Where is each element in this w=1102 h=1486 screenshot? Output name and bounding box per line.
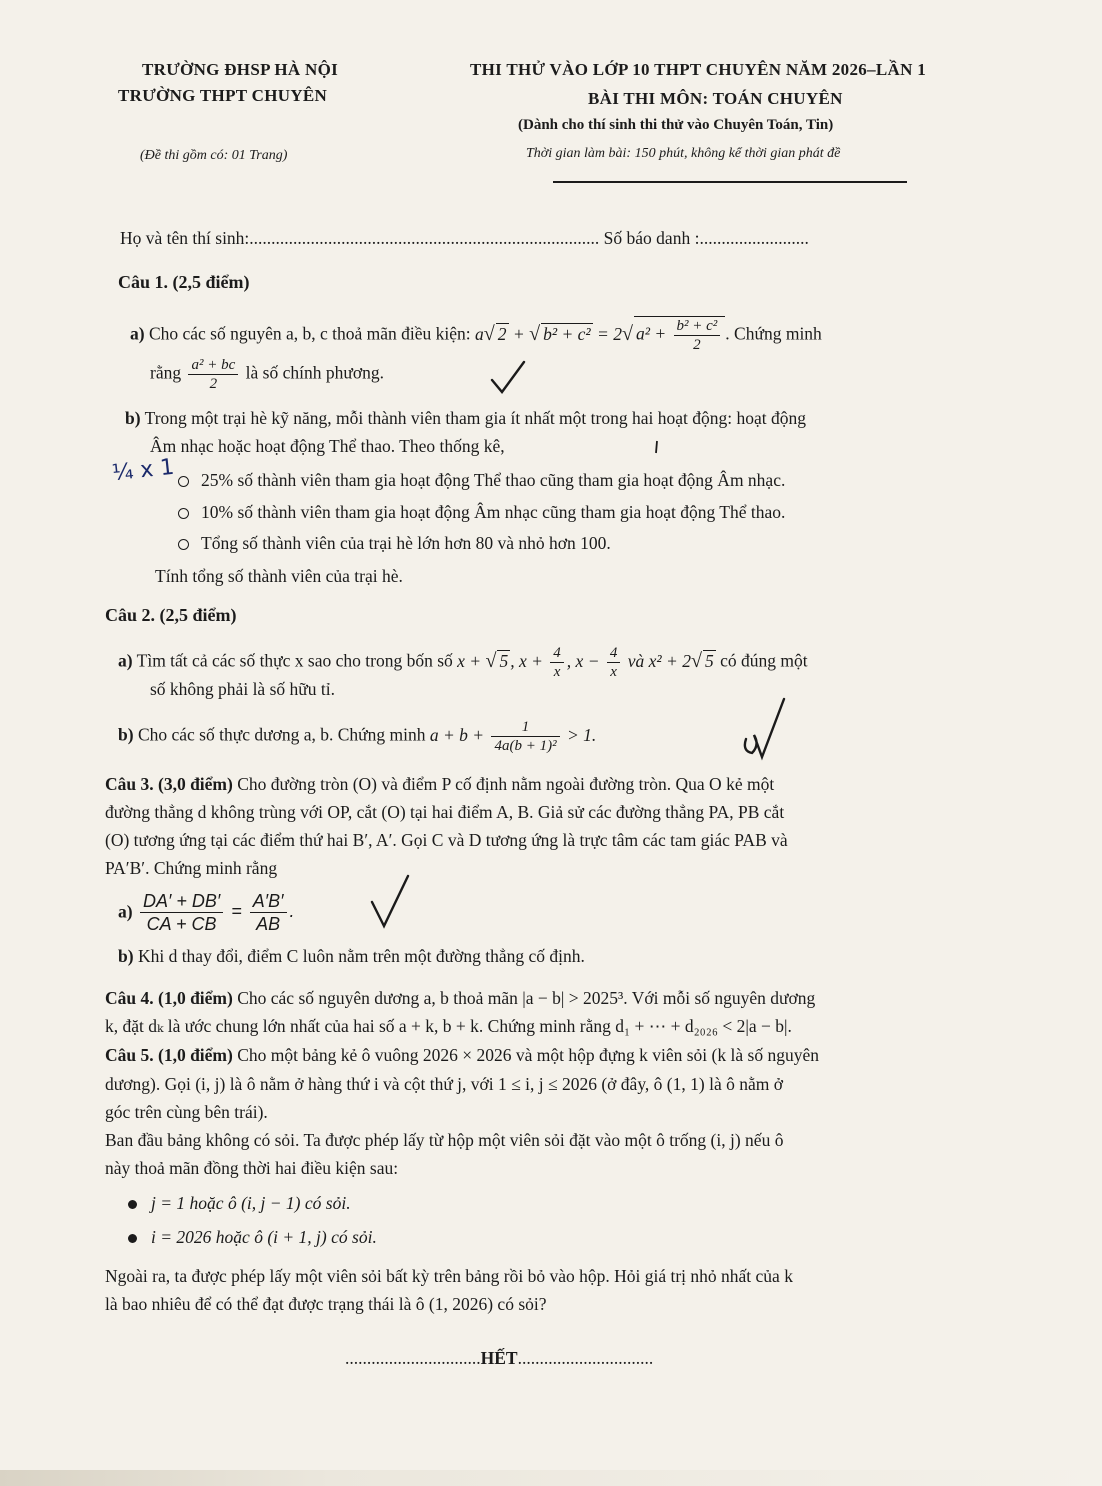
q1a-fraction: $\frac{\text{a² + bc}}{2}$ (188, 356, 238, 393)
q2b-formula: a + b + $\frac{1}{\text{4a(b + 1)²}}$ > 1. (429, 719, 597, 754)
q1b-bullet-2: 10% số thành viên tham gia hoạt động Âm nhạc cũng tham gia hoạt động Thể thao. (178, 502, 785, 523)
q1b-text-1: Trong một trại hè kỹ năng, mỗi thành viên tham gia ít nhất một trong hai hoạt động: hoạt động (144, 408, 806, 428)
pages-note: (Đề thi gồm có: 01 Trang) (140, 148, 288, 163)
handwritten-check-icon (368, 872, 412, 932)
end-label: HẾT (480, 1348, 518, 1368)
bullet-icon (128, 1234, 137, 1243)
q2b-line (118, 718, 596, 755)
q5-line3: góc trên cùng bên trái). (105, 1102, 268, 1122)
end-mark (345, 1348, 653, 1369)
q4-title: Câu 4. (1,0 điểm) (105, 988, 233, 1008)
candidate-name-dots: ................................................................................ (249, 228, 600, 248)
handwritten-note: ¼ x 1 (110, 454, 176, 487)
q2-title: Câu 2. (2,5 điểm) (105, 605, 237, 625)
candidate-line (120, 228, 809, 249)
q3b-label: b) (118, 946, 134, 966)
q1a-tail: . Chứng minh (725, 323, 822, 344)
q2a-formula: x + √ 5 , x + $\frac{4}{x}$ , x − $\frac{4}{x}$ và x² + 2√ 5 (457, 645, 714, 680)
q3-line2: đường thẳng d không trùng với OP, cắt (O) tại hai điểm A, B. Giả sử các đường thẳng PA, PB cắt (105, 802, 785, 822)
candidate-name-label: Họ và tên thí sinh: (120, 228, 250, 248)
q1b-line1 (125, 408, 806, 429)
exam-subject: BÀI THI MÔN: TOÁN CHUYÊN (588, 89, 843, 108)
q2a-line1 (118, 644, 808, 681)
q1b-bullet-3: Tổng số thành viên của trại hè lớn hơn 80 và nhỏ hơn 100. (178, 533, 611, 554)
q3-title: Câu 3. (3,0 điểm) (105, 774, 233, 794)
bullet-icon (178, 539, 189, 550)
bullet-icon (178, 508, 189, 519)
q1a-line2 (150, 356, 384, 393)
end-dots-left: ............................... (345, 1348, 481, 1368)
handwritten-mark-icon (652, 440, 662, 454)
q4-line2: k, đặt dₖ là ước chung lớn nhất của hai số a + k, b + k. Chứng minh rằng d₁ + ⋯ + d₂₀₂₆ < 2|a − b|. (105, 1016, 792, 1036)
exam-title: THI THỬ VÀO LỚP 10 THPT CHUYÊN NĂM 2026–LẦN 1 (470, 60, 927, 79)
q5-bullet-1: j = 1 hoặc ô (i, j − 1) có sỏi. (128, 1193, 351, 1214)
q1a-text: Cho các số nguyên a, b, c thoả mãn điều kiện: (148, 323, 471, 344)
q5-line4: Ban đầu bảng không có sỏi. Ta được phép lấy từ hộp một viên sỏi đặt vào một ô trống (i, j) nếu ô (105, 1130, 784, 1150)
q1b-ask: Tính tổng số thành viên của trại hè. (155, 566, 403, 586)
page-bottom-edge (0, 1470, 1102, 1486)
handwritten-check-icon (488, 360, 528, 396)
q1a-formula: a√ 2 + √ b² + c² = 2√ a² + $\frac{\text{b² + c²}}{2}$ (475, 324, 725, 344)
q4-line1: Câu 4. (1,0 điểm) Cho các số nguyên dương a, b thoả mãn |a − b| > 2025³. Với mỗi số nguyên dương (105, 988, 816, 1008)
q1a-line1 (130, 316, 822, 354)
q3-line1: Câu 3. (3,0 điểm) Cho đường tròn (O) và điểm P cố định nằm ngoài đường tròn. Qua O kẻ một (105, 774, 775, 794)
bullet-icon (128, 1200, 137, 1209)
q3-line4: PA′B′. Chứng minh rằng (105, 858, 278, 878)
candidate-id-label: Số báo danh : (603, 228, 700, 248)
q2a-label: a) (118, 650, 133, 671)
q1b-bullet-1: 25% số thành viên tham gia hoạt động Thể thao cũng tham gia hoạt động Âm nhạc. (178, 470, 785, 491)
q3a-formula: $\frac{DA' + DB'}{CA + CB}$ = $\frac{A'B'}{AB}$ . (137, 901, 295, 921)
handwritten-check-icon (738, 695, 788, 765)
q5-line1: Câu 5. (1,0 điểm) Cho một bảng kẻ ô vuông 2026 × 2026 và một hộp đựng k viên sỏi (k là số nguyên (105, 1045, 819, 1065)
q3a-line (118, 890, 295, 935)
q3b-line: b) Khi d thay đổi, điểm C luôn nằm trên một đường thẳng cố định. (118, 946, 585, 966)
q5-title: Câu 5. (1,0 điểm) (105, 1045, 233, 1065)
q3-line3: (O) tương ứng tại các điểm thứ hai B′, A′. Gọi C và D tương ứng là trực tâm các tam giác PAB và (105, 830, 788, 850)
exam-audience: (Dành cho thí sinh thi thử vào Chuyên Toán, Tin) (518, 117, 834, 133)
exam-time-note: Thời gian làm bài: 150 phút, không kể thời gian phát đề (526, 146, 841, 161)
q1b-label: b) (125, 408, 141, 428)
q2a-pre: Tìm tất cả các số thực x sao cho trong bốn số (136, 650, 453, 671)
candidate-id-dots: ......................... (699, 228, 809, 248)
q1a-line2-post: là số chính phương. (245, 362, 384, 383)
q1b-line2: Âm nhạc hoặc hoạt động Thể thao. Theo thống kê, (150, 436, 505, 456)
q1a-line2-pre: rằng (150, 362, 182, 383)
q5-bullet-2: i = 2026 hoặc ô (i + 1, j) có sỏi. (128, 1227, 377, 1248)
q2a-line2: số không phải là số hữu tỉ. (150, 679, 335, 699)
q1a-label: a) (130, 323, 145, 344)
q5-line5: này thoả mãn đồng thời hai điều kiện sau: (105, 1158, 399, 1178)
q5-line7: là bao nhiêu để có thể đạt được trạng thái là ô (1, 2026) có sỏi? (105, 1294, 547, 1314)
q2a-post: có đúng một (720, 650, 808, 671)
q2b-label: b) (118, 724, 134, 745)
school-name-1: TRƯỜNG ĐHSP HÀ NỘI (142, 60, 339, 79)
q5-line2: dương). Gọi (i, j) là ô nằm ở hàng thứ i và cột thứ j, với 1 ≤ i, j ≤ 2026 (ở đây, ô (1, 1) là ô nằm ở (105, 1074, 783, 1094)
bullet-icon (178, 476, 189, 487)
q1-title: Câu 1. (2,5 điểm) (118, 272, 250, 292)
end-dots-right: ............................... (517, 1348, 654, 1368)
header-divider (553, 181, 907, 183)
q2b-pre: Cho các số thực dương a, b. Chứng minh (137, 724, 426, 745)
q5-line6: Ngoài ra, ta được phép lấy một viên sỏi bất kỳ trên bảng rồi bỏ vào hộp. Hỏi giá trị nhỏ nhất của k (105, 1266, 793, 1286)
q3a-label: a) (118, 901, 133, 922)
school-name-2: TRƯỜNG THPT CHUYÊN (118, 86, 328, 105)
